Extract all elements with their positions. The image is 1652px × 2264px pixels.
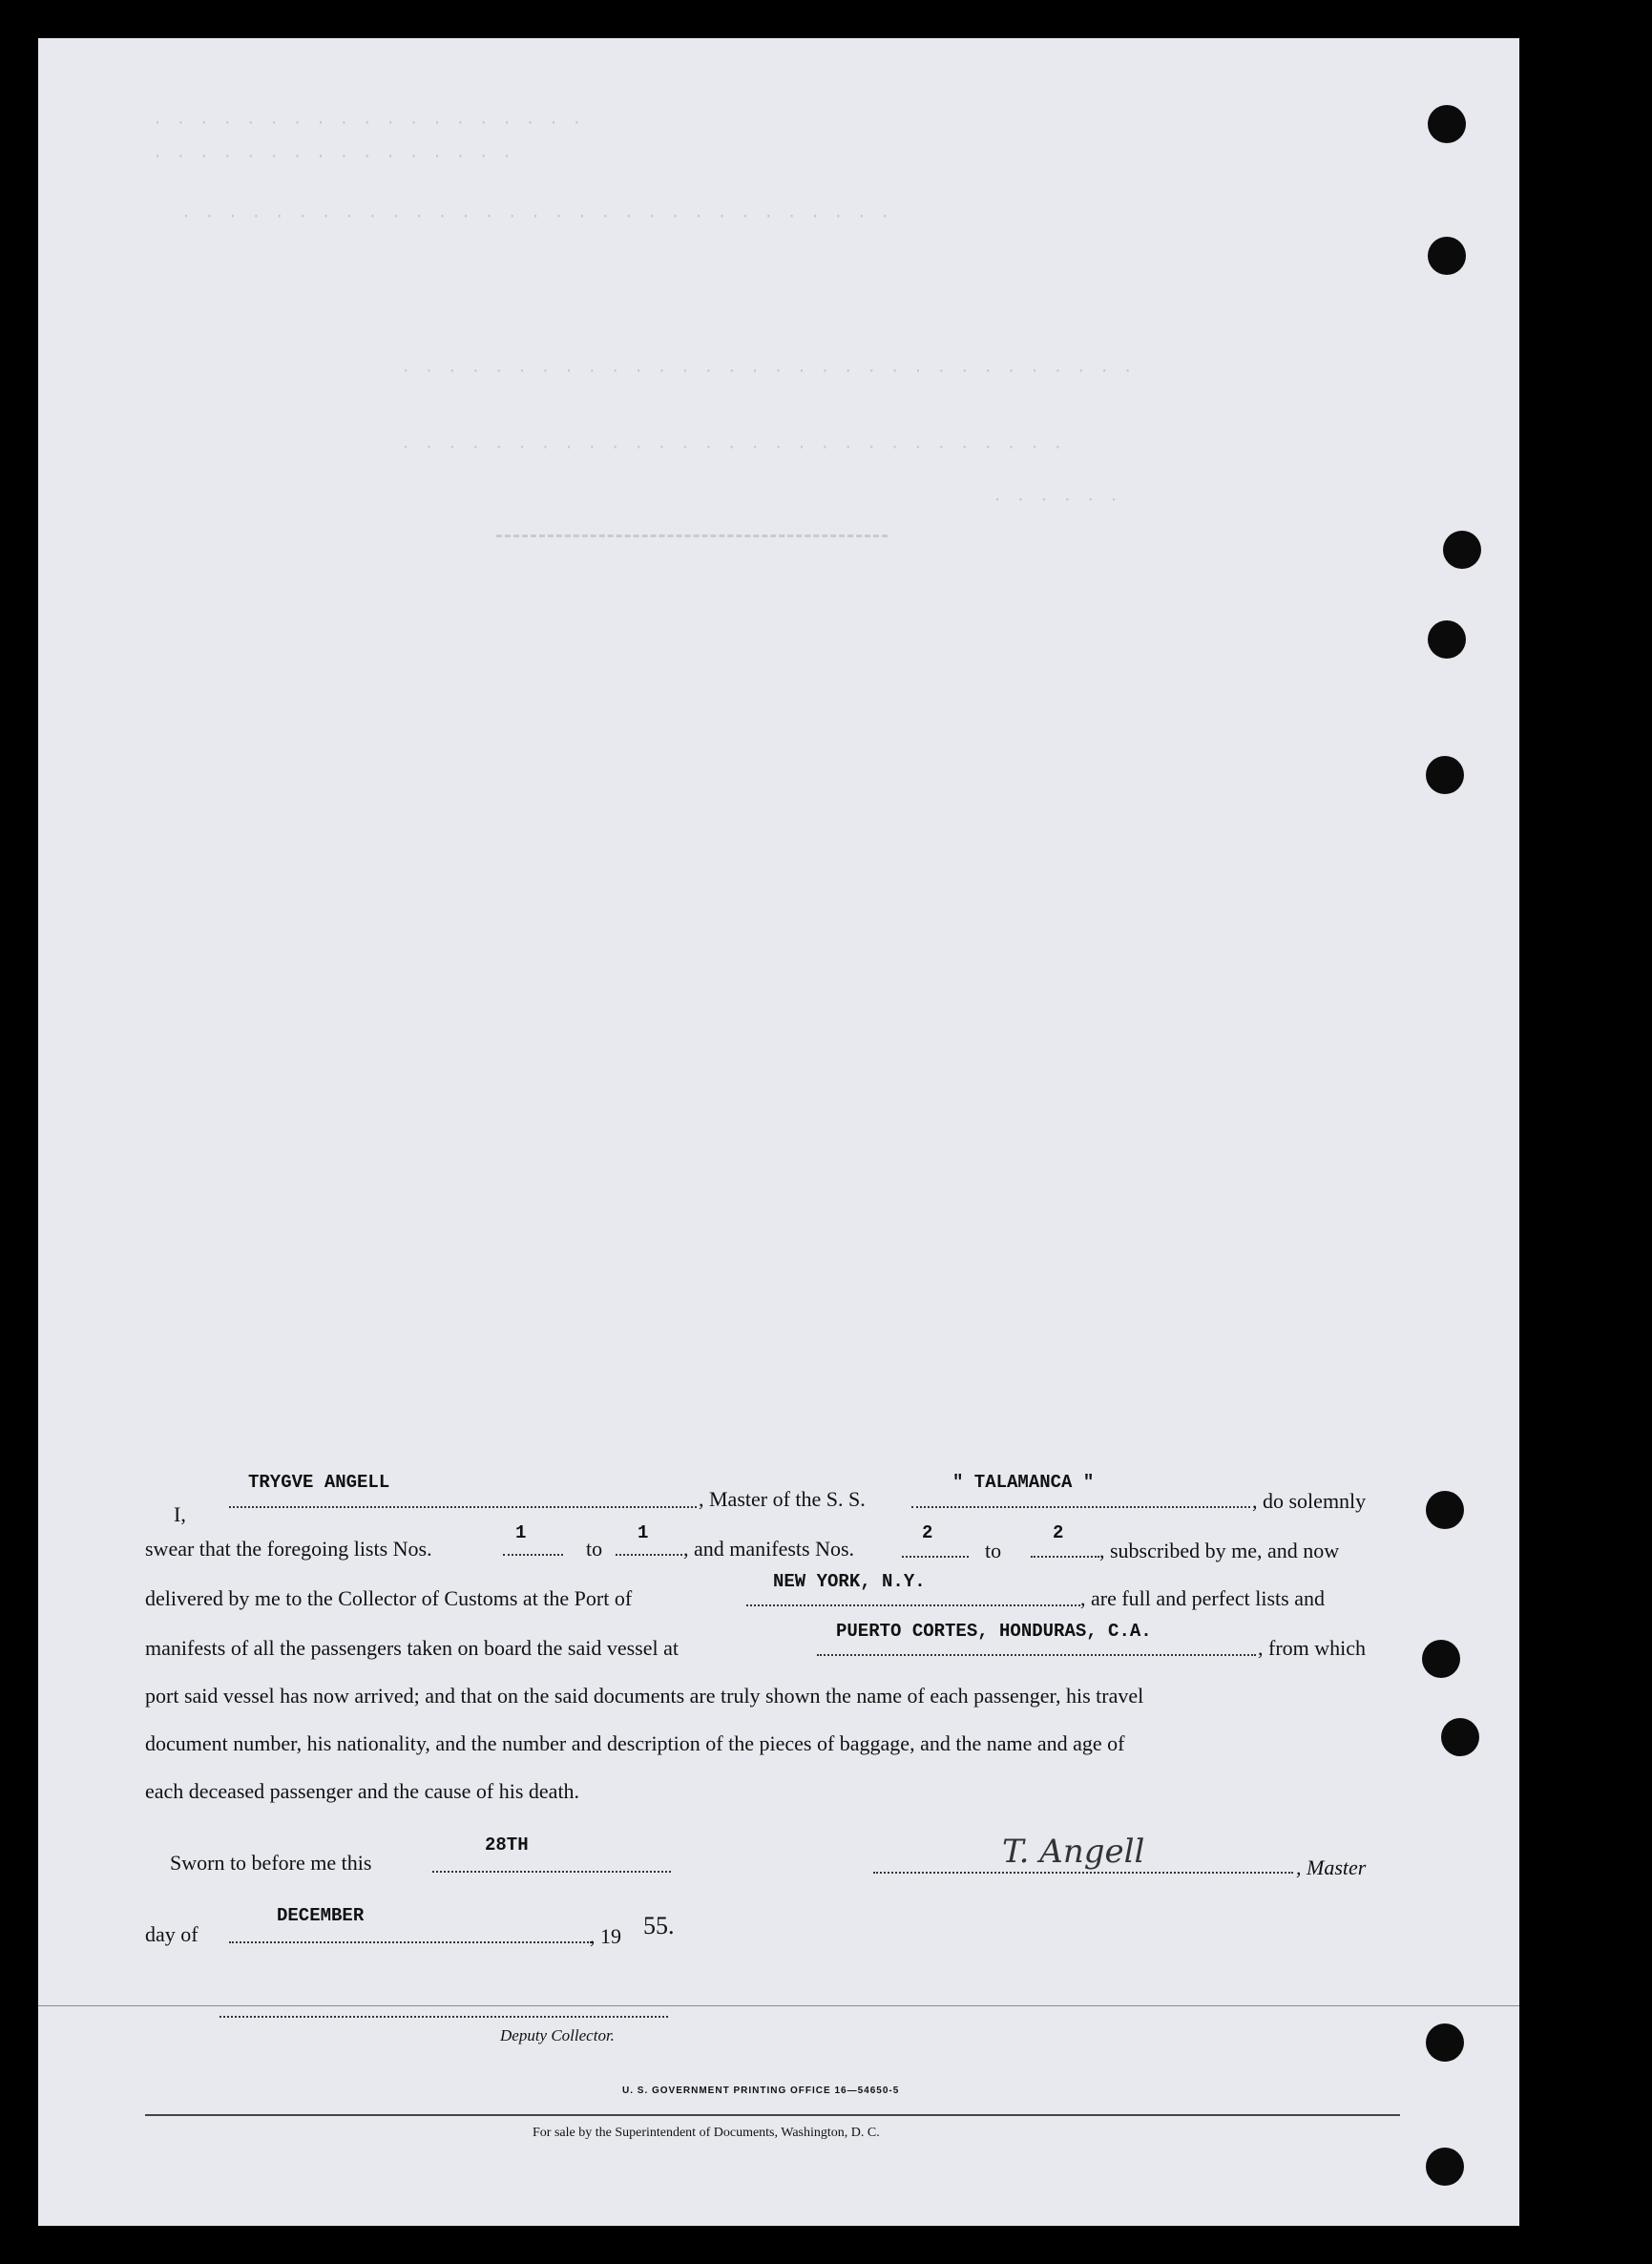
full-lists-label: , are full and perfect lists and xyxy=(1080,1586,1325,1610)
master-name-dotted-line xyxy=(229,1506,697,1508)
punch-hole xyxy=(1422,1640,1460,1678)
oath-i-prefix: I, xyxy=(174,1502,186,1526)
ship-name-dotted-line xyxy=(911,1506,1250,1508)
sworn-day-value: 28TH xyxy=(485,1834,529,1855)
master-signature: T. Angell xyxy=(1002,1833,1145,1871)
punch-hole xyxy=(1428,237,1466,275)
list-from-dotted-line xyxy=(503,1554,563,1556)
master-name-value: TRYGVE ANGELL xyxy=(248,1472,390,1493)
port-of-arrival-dotted-line xyxy=(746,1604,1080,1606)
manifest-to-value: 2 xyxy=(1053,1522,1064,1543)
oath-line-7: each deceased passenger and the cause of his death. xyxy=(145,1779,580,1803)
printing-office-label: U. S. GOVERNMENT PRINTING OFFICE 16—54650-5 xyxy=(622,2086,900,2096)
oath-line-5: port said vessel has now arrived; and that on the said documents are truly shown the name of each passenger, his travel xyxy=(145,1684,1144,1708)
footer-rule-lower xyxy=(145,2114,1400,2116)
list-to-dotted-line xyxy=(616,1554,682,1556)
sworn-month-dotted-line xyxy=(229,1941,592,1943)
subscribed-label: , subscribed by me, and now xyxy=(1099,1539,1340,1562)
delivered-label: delivered by me to the Collector of Customs at the Port of xyxy=(145,1586,633,1610)
oath-line-6: document number, his nationality, and the number and description of the pieces of baggage, and the name and age of xyxy=(145,1731,1125,1755)
year-prefix-label: , 19 xyxy=(590,1924,621,1948)
port-of-departure-dotted-line xyxy=(817,1654,1256,1656)
ship-name-value: " TALAMANCA " xyxy=(952,1472,1095,1493)
bleed-through-rule xyxy=(496,535,888,537)
port-of-departure-value: PUERTO CORTES, HONDURAS, C.A. xyxy=(836,1621,1152,1642)
port-of-arrival-value: NEW YORK, N.Y. xyxy=(773,1571,926,1592)
punch-hole xyxy=(1426,2023,1464,2062)
bleed-through-text: · · · · · · · · · · · · · · · · · · · xyxy=(153,115,584,133)
manifest-from-dotted-line xyxy=(902,1556,969,1558)
bleed-through-text: · · · · · · · · · · · · · · · · · · · · · · · · · · · · · xyxy=(401,439,1065,457)
swear-label: swear that the foregoing lists Nos. xyxy=(145,1537,432,1561)
punch-hole xyxy=(1428,105,1466,143)
deputy-collector-dotted-line xyxy=(220,2016,668,2018)
for-sale-label: For sale by the Superintendent of Documents, Washington, D. C. xyxy=(533,2126,880,2140)
manifests-taken-label: manifests of all the passengers taken on board the said vessel at xyxy=(145,1636,680,1660)
list-to-value: 1 xyxy=(638,1522,649,1543)
footer-rule-upper xyxy=(38,2005,1519,2006)
list-from-value: 1 xyxy=(515,1522,527,1543)
punch-hole xyxy=(1428,620,1466,659)
sworn-day-dotted-line xyxy=(432,1871,671,1873)
manifest-to-dotted-line xyxy=(1031,1556,1099,1558)
sworn-month-value: DECEMBER xyxy=(277,1905,365,1926)
to-label-1: to xyxy=(586,1537,603,1561)
deputy-collector-label: Deputy Collector. xyxy=(500,2026,615,2044)
punch-hole xyxy=(1441,1718,1479,1756)
document-page xyxy=(38,38,1519,2226)
bleed-through-text: · · · · · · xyxy=(993,492,1121,510)
signature-dotted-line xyxy=(873,1872,1293,1874)
master-label: , Master xyxy=(1296,1855,1367,1879)
punch-hole xyxy=(1426,2148,1464,2186)
punch-hole xyxy=(1426,1491,1464,1529)
manifest-from-value: 2 xyxy=(922,1522,933,1543)
manifests-label: , and manifests Nos. xyxy=(683,1537,855,1561)
punch-hole xyxy=(1426,756,1464,794)
sworn-label: Sworn to before me this xyxy=(170,1851,372,1875)
do-solemnly-label: , do solemnly xyxy=(1252,1489,1367,1513)
bleed-through-text: · · · · · · · · · · · · · · · · · · · · · · · · · · · · · · · · xyxy=(401,363,1135,381)
to-label-2: to xyxy=(985,1539,1002,1562)
from-which-label: , from which xyxy=(1258,1636,1367,1660)
bleed-through-text: · · · · · · · · · · · · · · · · xyxy=(153,148,514,166)
punch-hole xyxy=(1443,531,1481,569)
sworn-year-value: 55. xyxy=(643,1912,675,1939)
day-of-label: day of xyxy=(145,1922,199,1946)
bleed-through-text: · · · · · · · · · · · · · · · · · · · · · · · · · · · · · · · xyxy=(181,208,892,226)
master-of-label: , Master of the S. S. xyxy=(699,1487,866,1511)
